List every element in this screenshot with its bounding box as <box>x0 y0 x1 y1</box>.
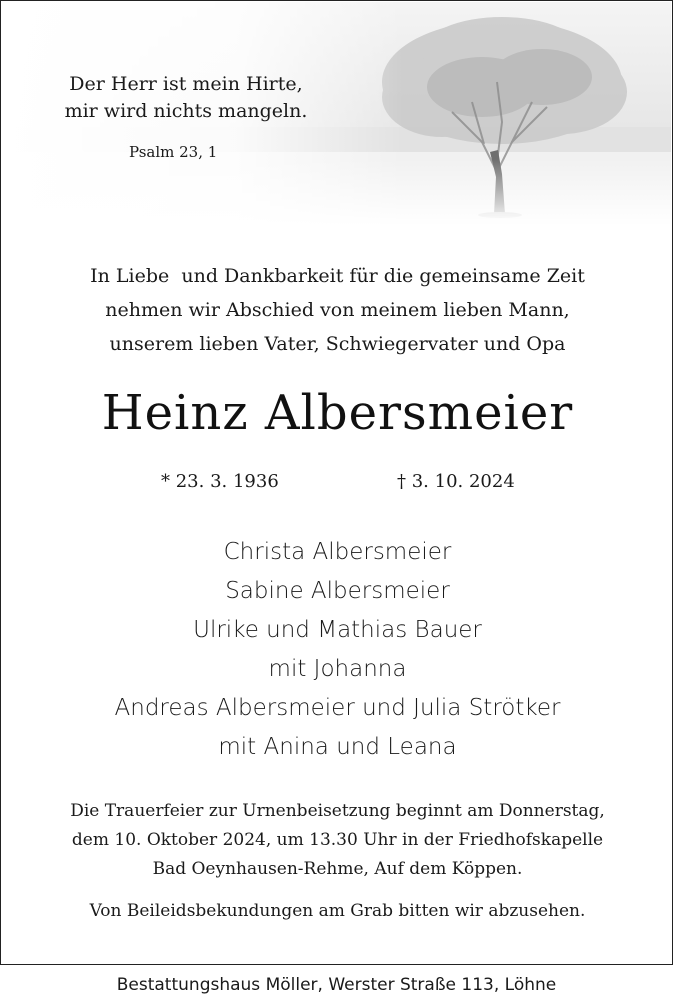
psalm-reference: Psalm 23, 1 <box>129 143 218 161</box>
intro-line-1: In Liebe und Dankbarkeit für die gemeinsame Zeit <box>90 265 585 287</box>
intro-line-3: unserem lieben Vater, Schwiegervater und Opa <box>109 333 566 355</box>
deceased-name: Heinz Albersmeier <box>101 385 574 441</box>
birth-date: * 23. 3. 1936 <box>161 471 279 492</box>
ceremony-line-1: Die Trauerfeier zur Urnenbeisetzung beginnt am Donnerstag, <box>70 801 605 821</box>
ceremony-line-3: Bad Oeynhausen-Rehme, Auf dem Köppen. <box>152 859 523 879</box>
family-member: mit Anina und Leana <box>218 734 457 760</box>
psalm-line-2: mir wird nichts mangeln. <box>64 100 308 122</box>
family-member: Christa Albersmeier <box>223 539 452 565</box>
ceremony-info <box>1 797 673 884</box>
intro-text <box>1 259 673 361</box>
death-date: † 3. 10. 2024 <box>397 471 515 492</box>
family-member: Ulrike und Mathias Bauer <box>193 617 482 643</box>
intro-line-2: nehmen wir Abschied von meinem lieben Mann, <box>105 299 570 321</box>
closing-note: Von Beileidsbekundungen am Grab bitten wir abzusehen. <box>89 901 586 921</box>
family-member: Sabine Albersmeier <box>225 578 450 604</box>
funeral-home-footer: Bestattungshaus Möller, Werster Straße 113, Löhne <box>116 975 557 995</box>
family-member: Andreas Albersmeier und Julia Strötker <box>114 695 561 721</box>
psalm-line-1: Der Herr ist mein Hirte, <box>69 73 303 95</box>
family-list <box>1 533 673 767</box>
psalm-quote <box>41 71 331 125</box>
ceremony-line-2: dem 10. Oktober 2024, um 13.30 Uhr in der Friedhofskapelle <box>71 830 604 850</box>
family-member: mit Johanna <box>268 656 407 682</box>
